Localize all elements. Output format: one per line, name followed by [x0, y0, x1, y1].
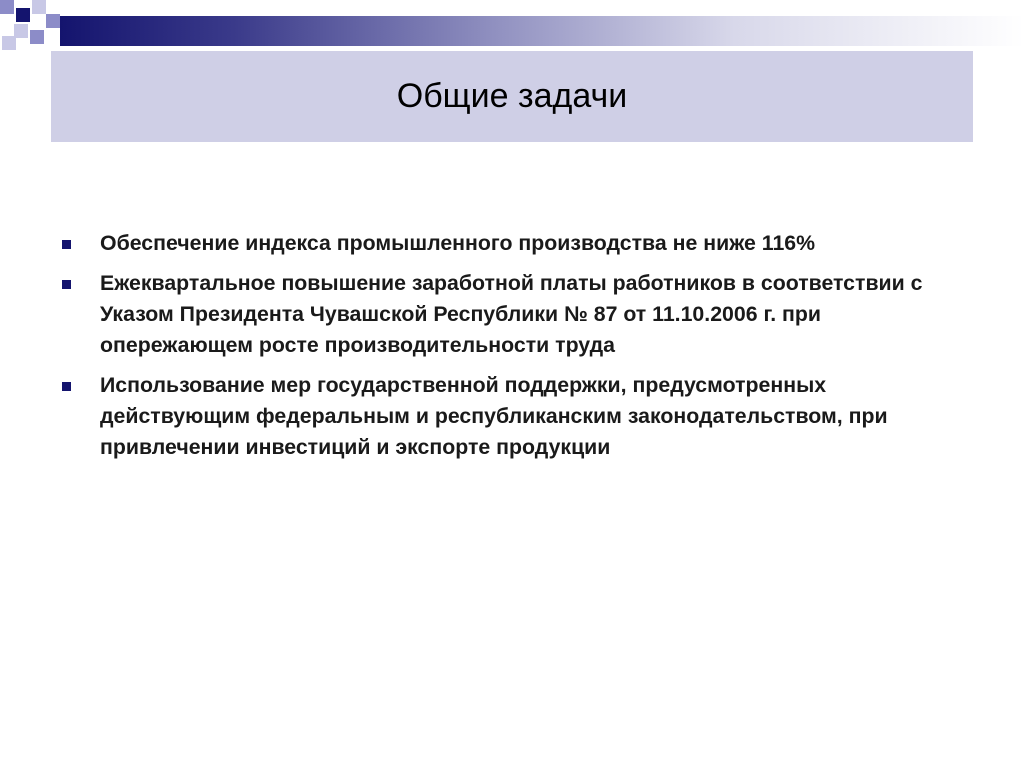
list-item [62, 370, 972, 463]
square-bullet-icon [62, 382, 71, 391]
bullet-text: Использование мер государственной поддержки, предусмотренных действующим федеральным и республиканским законодательством, при привлечении инвестиций и экспорте продукции [100, 373, 888, 459]
decoration-square [14, 24, 28, 38]
decoration-square [30, 30, 44, 44]
decoration-square [32, 0, 46, 14]
header-gradient-band [60, 16, 1024, 46]
square-bullet-icon [62, 280, 71, 289]
list-item [62, 268, 972, 361]
title-box [51, 51, 973, 142]
square-bullet-icon [62, 240, 71, 249]
decoration-square [16, 8, 30, 22]
bullet-list [62, 228, 972, 472]
bullet-text: Обеспечение индекса промышленного производства не ниже 116% [100, 231, 816, 255]
slide-title: Общие задачи [396, 77, 628, 115]
decoration-square [46, 14, 60, 28]
list-item [62, 228, 972, 259]
decoration-square [2, 36, 16, 50]
decoration-square [0, 0, 14, 14]
bullet-text: Ежеквартальное повышение заработной платы работников в соответствии с Указом Президента Чувашской Республики № 87 от 11.10.2006 г. при опережающем росте производительности труда [100, 271, 923, 357]
